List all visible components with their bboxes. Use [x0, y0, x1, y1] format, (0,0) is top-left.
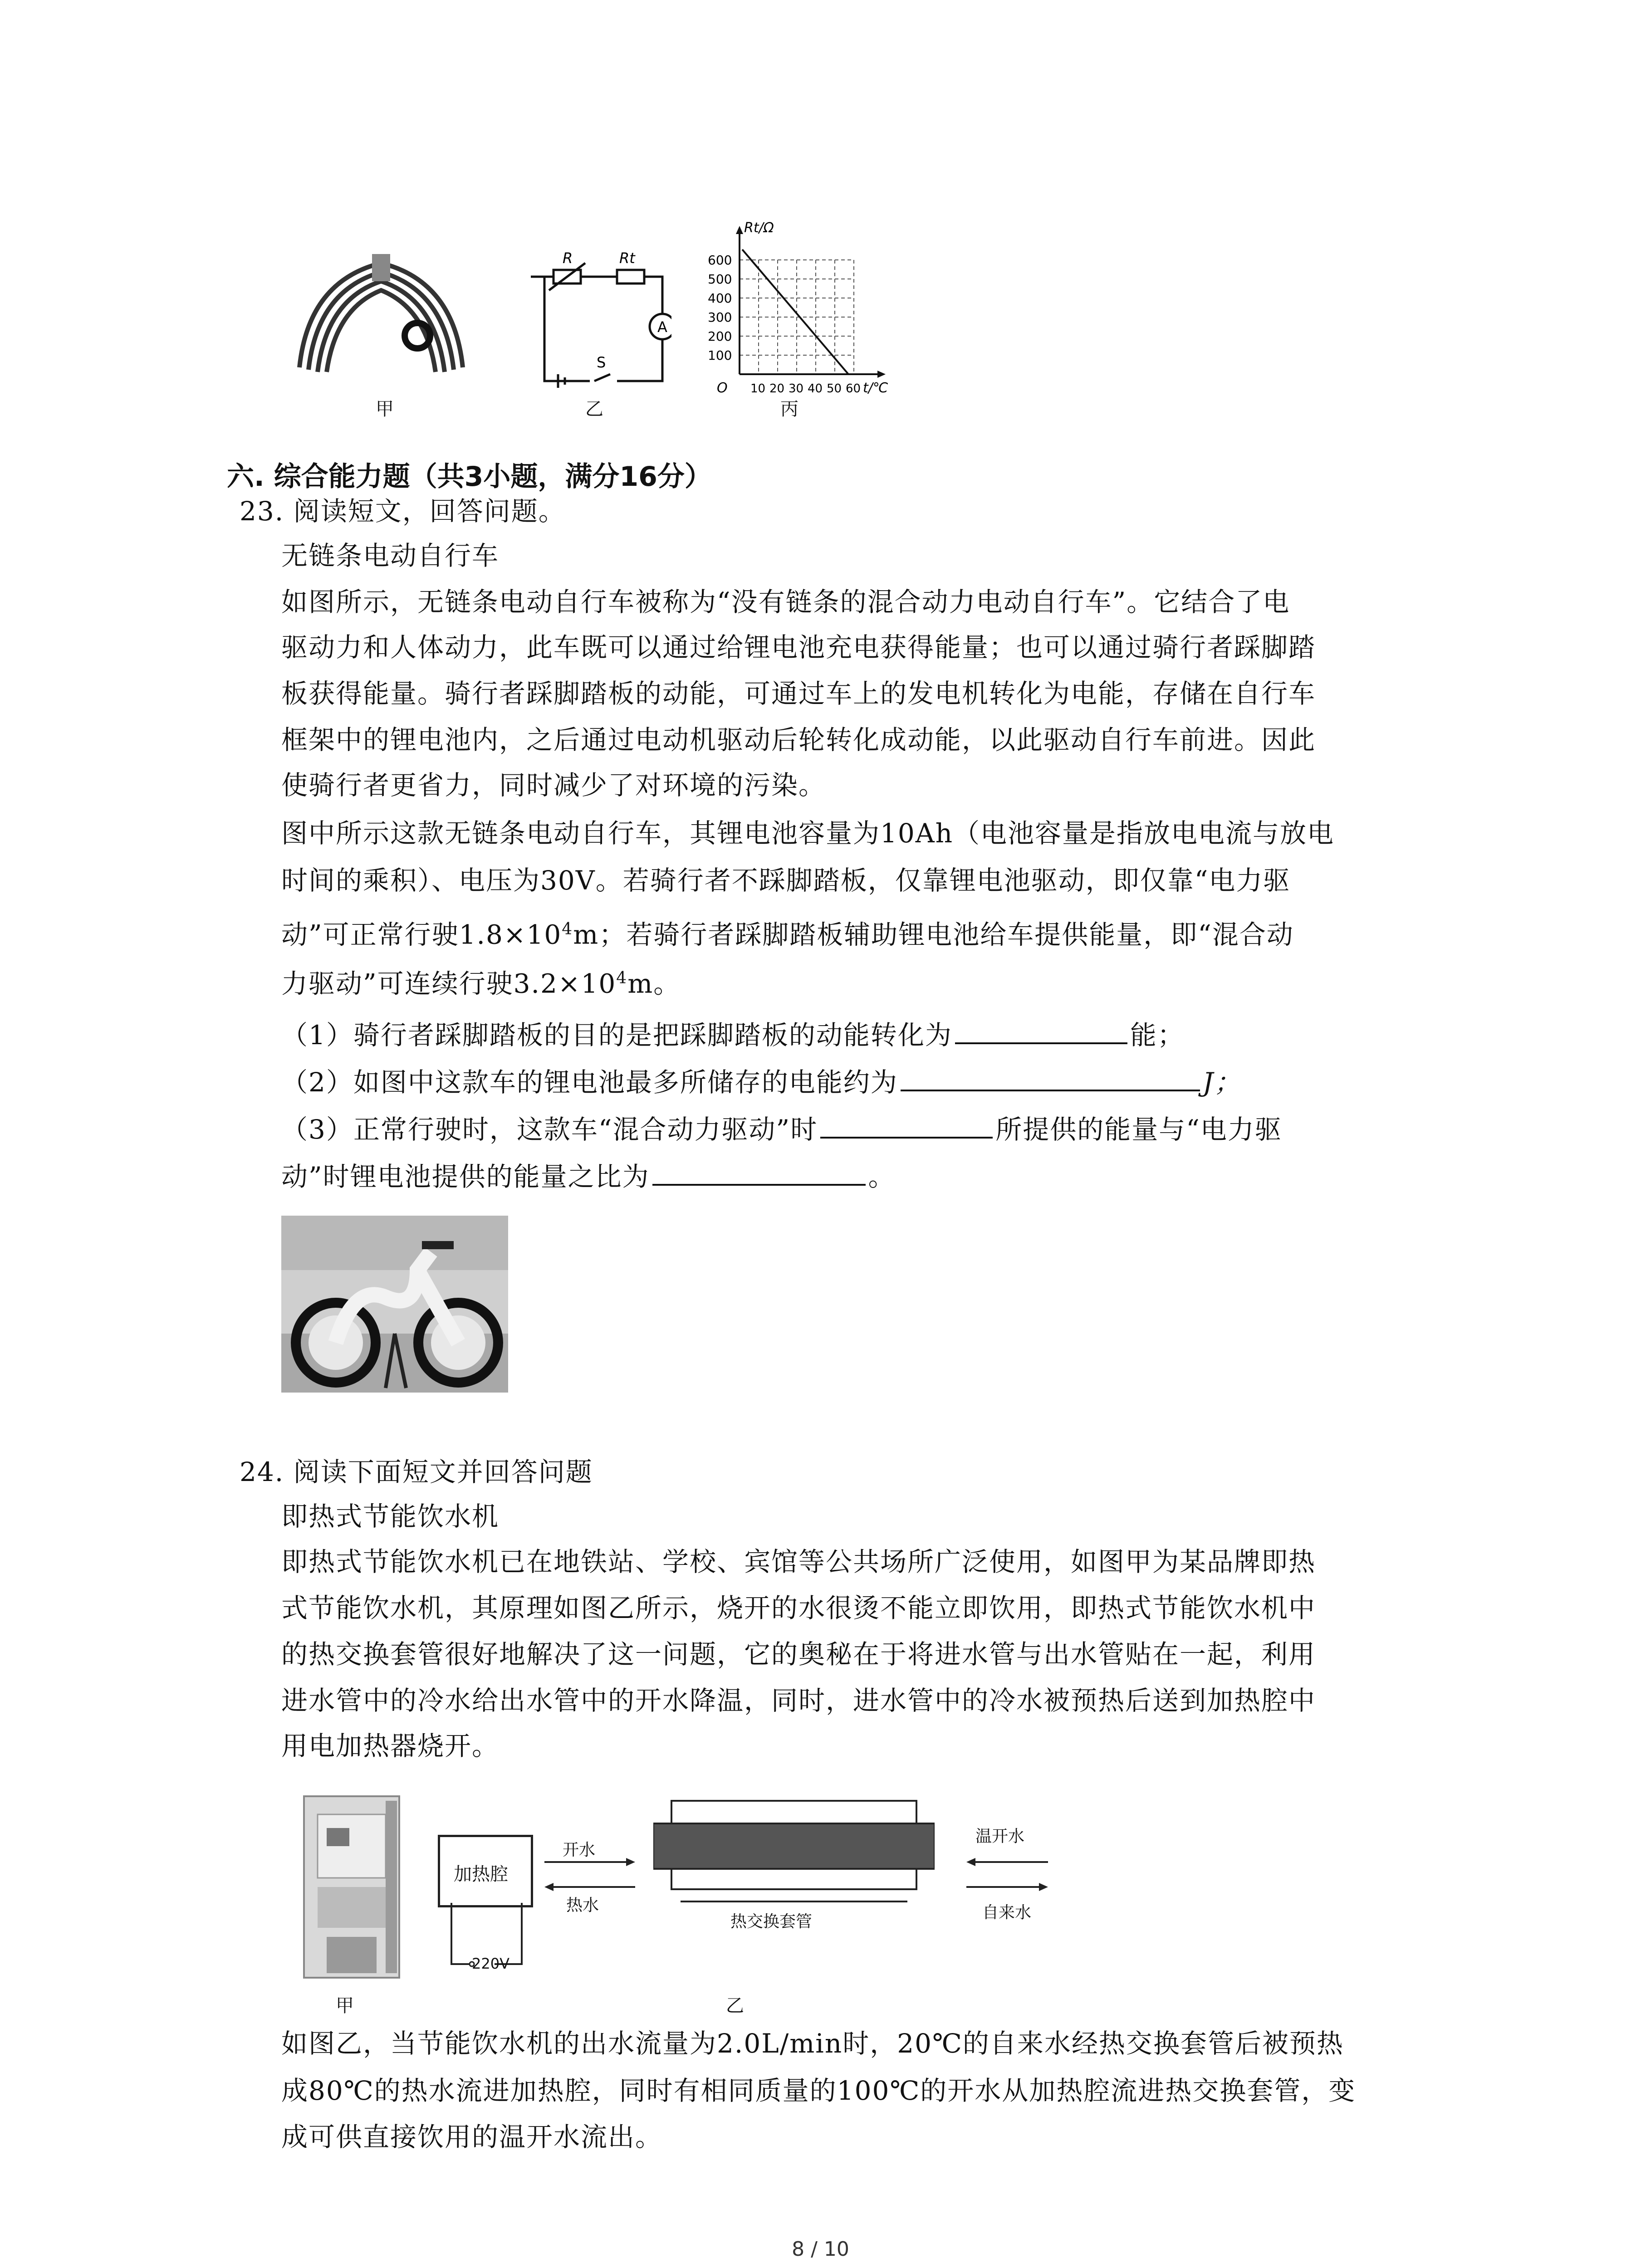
flow-arrows-right	[962, 1846, 1053, 1901]
water-dispenser-photo	[299, 1792, 404, 1982]
graph-ytick: 100	[708, 348, 732, 363]
graph-xlabel: t/℃	[863, 380, 888, 396]
q23-p1-line3: 板获得能量。骑行者踩脚踏板的动能，可通过车上的发电机转化为电能，存储在自行车	[281, 678, 1316, 709]
q23-blank-2[interactable]	[901, 1063, 1200, 1091]
circuit-label-r: R	[563, 249, 573, 267]
q23-p2-line3: 动”可正常行驶$1.8\times 10^4m$；若骑行者踩脚踏板辅助锂电池给车提供能量，即“混合动	[281, 919, 1294, 950]
graph-xtick: 10	[750, 382, 766, 396]
caption-yi-top: 乙	[585, 399, 603, 420]
section-title: 六. 综合能力题（共3小题，满分16分）	[227, 461, 712, 493]
caption-yi-diagram: 乙	[726, 1995, 744, 2016]
figure-jia-wires	[281, 245, 481, 381]
graph-xtick: 20	[769, 382, 785, 396]
q23-sub2: （2）如图中这款车的锂电池最多所储存的电能约为 J；	[281, 1063, 1241, 1098]
circuit-label-rt: Rt	[619, 249, 635, 267]
bicycle-photo	[281, 1216, 508, 1393]
q23-blank-4[interactable]	[652, 1158, 866, 1186]
q23-blank-3[interactable]	[820, 1110, 993, 1139]
q24-title: 即热式节能饮水机	[281, 1501, 500, 1532]
graph-ylabel: Rt/Ω	[744, 220, 774, 236]
q24-p1-line3: 的热交换套管很好地解决了这一问题，它的奥秘在于将进水管与出水管贴在一起，利用	[281, 1639, 1316, 1670]
graph-ytick: 200	[708, 329, 732, 344]
label-reshui: 热水	[566, 1896, 599, 1915]
figure-bing-graph	[699, 218, 898, 399]
label-zilaishui: 自来水	[982, 1903, 1032, 1922]
q24-p1-line2: 式节能饮水机，其原理如图乙所示，烧开的水很烫不能立即饮用，即热式节能饮水机中	[281, 1593, 1316, 1623]
label-exchanger: 热交换套管	[730, 1912, 813, 1931]
q23-title: 无链条电动自行车	[281, 540, 500, 571]
graph-xtick: 40	[808, 382, 823, 396]
graph-ytick: 500	[708, 272, 732, 287]
voltage-label: 220V	[472, 1955, 509, 1972]
q24-p2-line2: 成80℃的热水流进加热腔，同时有相同质量的100℃的开水从加热腔流进热交换套管，变	[281, 2075, 1356, 2106]
circuit-label-s: S	[597, 354, 606, 371]
heater-chamber-label: 加热腔	[454, 1864, 508, 1885]
q23-sub3: （3）正常行驶时，这款车“混合动力驱动”时 所提供的能量与“电力驱	[281, 1110, 1282, 1145]
graph-xtick: 50	[827, 382, 842, 396]
heat-exchanger-tube	[653, 1796, 935, 1905]
q23-sub3-line2: 动”时锂电池提供的能量之比为 。	[281, 1158, 896, 1193]
caption-jia-top: 甲	[376, 399, 394, 420]
q24-p1-line5: 用电加热器烧开。	[281, 1730, 500, 1761]
q23-p2-line1: 图中所示这款无链条电动自行车，其锂电池容量为10Ah（电池容量是指放电电流与放电	[281, 818, 1335, 849]
graph-ytick: 600	[708, 253, 732, 268]
caption-jia-dispenser: 甲	[336, 1995, 354, 2016]
graph-ytick: 400	[708, 291, 732, 306]
q23-p1-line1: 如图所示，无链条电动自行车被称为“没有链条的混合动力电动自行车”。它结合了电	[281, 587, 1290, 617]
q23-p1-line2: 驱动力和人体动力，此车既可以通过给锂电池充电获得能量；也可以通过骑行者踩脚踏	[281, 632, 1316, 663]
q23-p1-line4: 框架中的锂电池内，之后通过电动机驱动后轮转化成动能，以此驱动自行车前进。因此	[281, 724, 1316, 755]
graph-xtick: 30	[789, 382, 804, 396]
q24-p2-line1: 如图乙，当节能饮水机的出水流量为2.0L/min时，20℃的自来水经热交换套管后被预热	[281, 2028, 1344, 2059]
q24-p2-line3: 成可供直接饮用的温开水流出。	[281, 2121, 663, 2152]
circuit-label-a: A	[657, 318, 667, 336]
q23-number: 23. 阅读短文，回答问题。	[240, 496, 566, 527]
graph-xtick: 60	[846, 382, 861, 396]
graph-origin: O	[717, 380, 728, 396]
caption-bing-top: 丙	[780, 399, 798, 420]
q23-p2-line4: 力驱动”可连续行驶$3.2\times 10^4m$。	[281, 968, 681, 999]
q23-p2-line2: 时间的乘积）、电压为30V。若骑行者不踩脚踏板，仅靠锂电池驱动，即仅靠“电力驱	[281, 865, 1291, 896]
q23-blank-1[interactable]	[955, 1016, 1127, 1044]
label-kaishui: 开水	[563, 1841, 596, 1859]
q23-sub1: （1）骑行者踩脚踏板的目的是把踩脚踏板的动能转化为 能；	[281, 1016, 1185, 1051]
figure-yi-circuit	[526, 245, 671, 395]
label-wenkaishui: 温开水	[975, 1827, 1025, 1846]
graph-ytick: 300	[708, 310, 732, 325]
q23-p1-line5: 使骑行者更省力，同时减少了对环境的污染。	[281, 770, 826, 801]
q24-p1-line1: 即热式节能饮水机已在地铁站、学校、宾馆等公共场所广泛使用，如图甲为某品牌即热	[281, 1546, 1316, 1577]
q24-p1-line4: 进水管中的冷水给出水管中的开水降温，同时，进水管中的冷水被预热后送到加热腔中	[281, 1685, 1316, 1716]
q23-prompt: 阅读短文，回答问题。	[293, 496, 566, 527]
page-number: 8 / 10	[792, 2238, 849, 2261]
q24-prompt: 阅读下面短文并回答问题	[293, 1457, 593, 1487]
q24-number: 24. 阅读下面短文并回答问题	[240, 1457, 593, 1487]
